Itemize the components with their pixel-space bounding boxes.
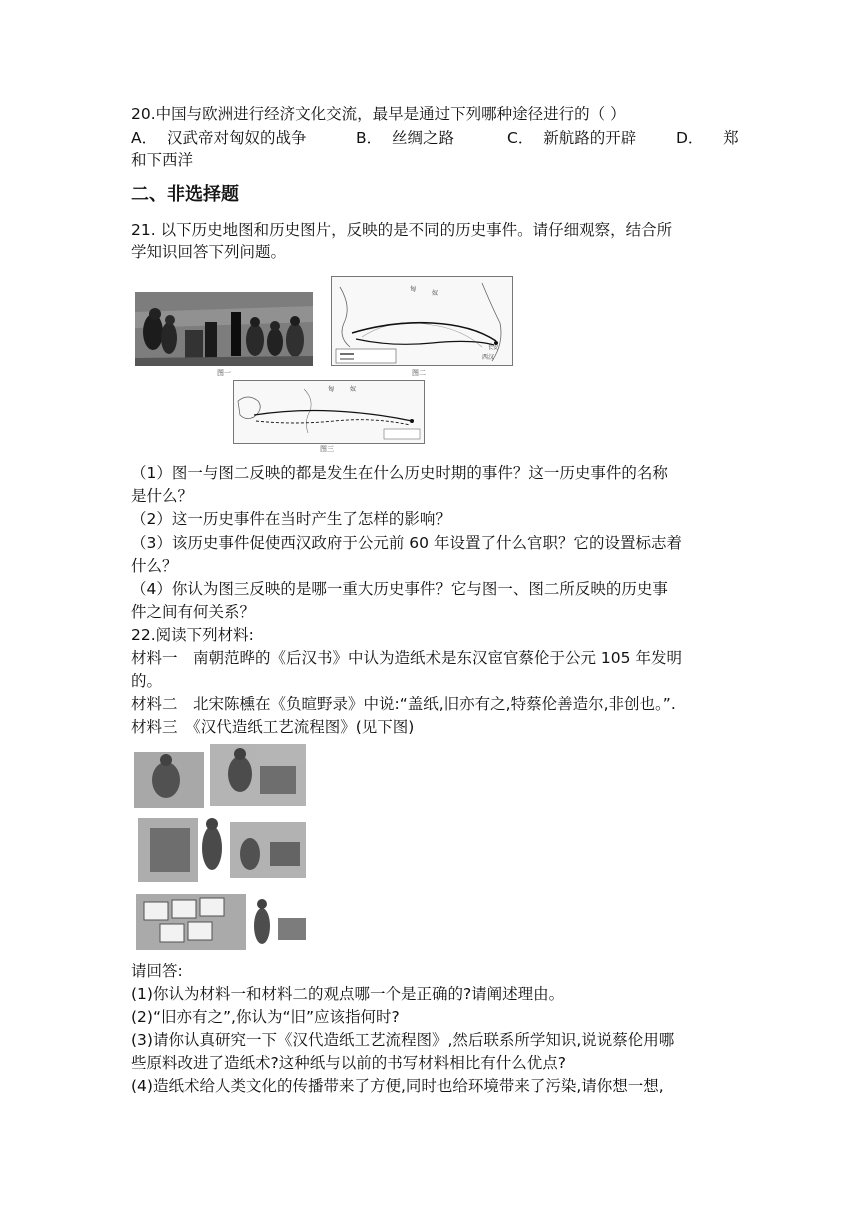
q20-option-a [131, 127, 306, 149]
map2-label-xiong: 匈 [410, 286, 417, 293]
figure-2-caption: 图二 [412, 369, 426, 377]
section-title: 二、非选择题 [131, 184, 239, 205]
q22-material-1-line1: 材料一 南朝范晔的《后汉书》中认为造纸术是东汉宦官蔡伦于公元 105 年发明 [131, 649, 682, 667]
q21-question-3-line2: 什么？ [131, 557, 178, 575]
papermaking-drawing [130, 738, 312, 958]
map2-label-changan: 长安 [488, 345, 499, 351]
figure-1-painting [135, 292, 313, 366]
q22-title: 22.阅读下列材料: [131, 626, 254, 644]
option-key: A． [131, 129, 158, 147]
figure-3-caption: 图三 [320, 445, 334, 453]
papermaking-process-illustration [130, 738, 312, 958]
q22-question-3-line1: (3)请你认真研究一下《汉代造纸工艺流程图》,然后联系所学知识,说说蔡伦用哪 [131, 1031, 675, 1049]
mural-illustration [135, 292, 313, 366]
option-key: D． [676, 129, 704, 147]
q21-question-2: （2）这一历史事件在当时产生了怎样的影响？ [131, 510, 451, 528]
q20-option-d [676, 127, 739, 149]
q22-question-3-line2: 些原料改进了造纸术?这种纸与以前的书写材料相比有什么优点? [131, 1054, 566, 1072]
q22-material-3: 材料三 《汉代造纸工艺流程图》(见下图) [131, 718, 415, 736]
option-text: 丝绸之路 [392, 129, 455, 147]
q21-question-1-line2: 是什么？ [131, 487, 194, 505]
q21-question-4-line1: （4）你认为图三反映的是哪一重大历史事件？它与图一、图二所反映的历史事 [131, 580, 668, 598]
q20-option-c [507, 127, 636, 149]
figure-3-map [233, 380, 425, 444]
option-key: C． [507, 129, 534, 147]
q20-stem: 20.中国与欧洲进行经济文化交流，最早是通过下列哪种途径进行的（ ） [131, 105, 626, 123]
q22-answer-prompt: 请回答: [131, 962, 183, 980]
map3-label-xiong: 匈 [328, 386, 335, 393]
silk-road-map [332, 277, 512, 365]
option-text: 新航路的开辟 [543, 129, 637, 147]
option-text: 汉武帝对匈奴的战争 [166, 129, 307, 147]
q22-question-1: (1)你认为材料一和材料二的观点哪一个是正确的?请阐述理由。 [131, 985, 565, 1003]
q22-question-4-line1: (4)造纸术给人类文化的传播带来了方便,同时也给环境带来了污染,请你想一想, [131, 1077, 664, 1095]
option-text: 郑 [723, 129, 739, 147]
q21-intro-line1: 21. 以下历史地图和历史图片，反映的是不同的历史事件。请仔细观察，结合所 [131, 221, 673, 239]
q21-question-1-line1: （1）图一与图二反映的都是发生在什么历史时期的事件？这一历史事件的名称 [131, 464, 668, 482]
q22-question-2: (2)“旧亦有之”,你认为“旧”应该指何时? [131, 1008, 400, 1026]
q20-option-d-continued: 和下西洋 [131, 151, 194, 169]
map2-label-nu: 奴 [432, 290, 439, 297]
map3-label-nu: 奴 [350, 386, 357, 393]
q21-question-3-line1: （3）该历史事件促使西汉政府于公元前 60 年设置了什么官职？它的设置标志着 [131, 534, 682, 552]
route-map [234, 381, 424, 443]
figure-2-map [331, 276, 513, 366]
q20-option-b [356, 127, 454, 149]
option-key: B． [356, 129, 383, 147]
q21-question-4-line2: 件之间有何关系？ [131, 603, 256, 621]
q21-intro-line2: 学知识回答下列问题。 [131, 243, 287, 261]
q22-material-1-line2: 的。 [131, 672, 163, 690]
map2-label-xihan: 西汉 [482, 354, 495, 361]
figure-1-caption: 图一 [217, 369, 231, 377]
q22-material-2: 材料二 北宋陈櫄在《负暄野录》中说:“盖纸,旧亦有之,特蔡伦善造尔,非创也。”. [131, 695, 676, 713]
